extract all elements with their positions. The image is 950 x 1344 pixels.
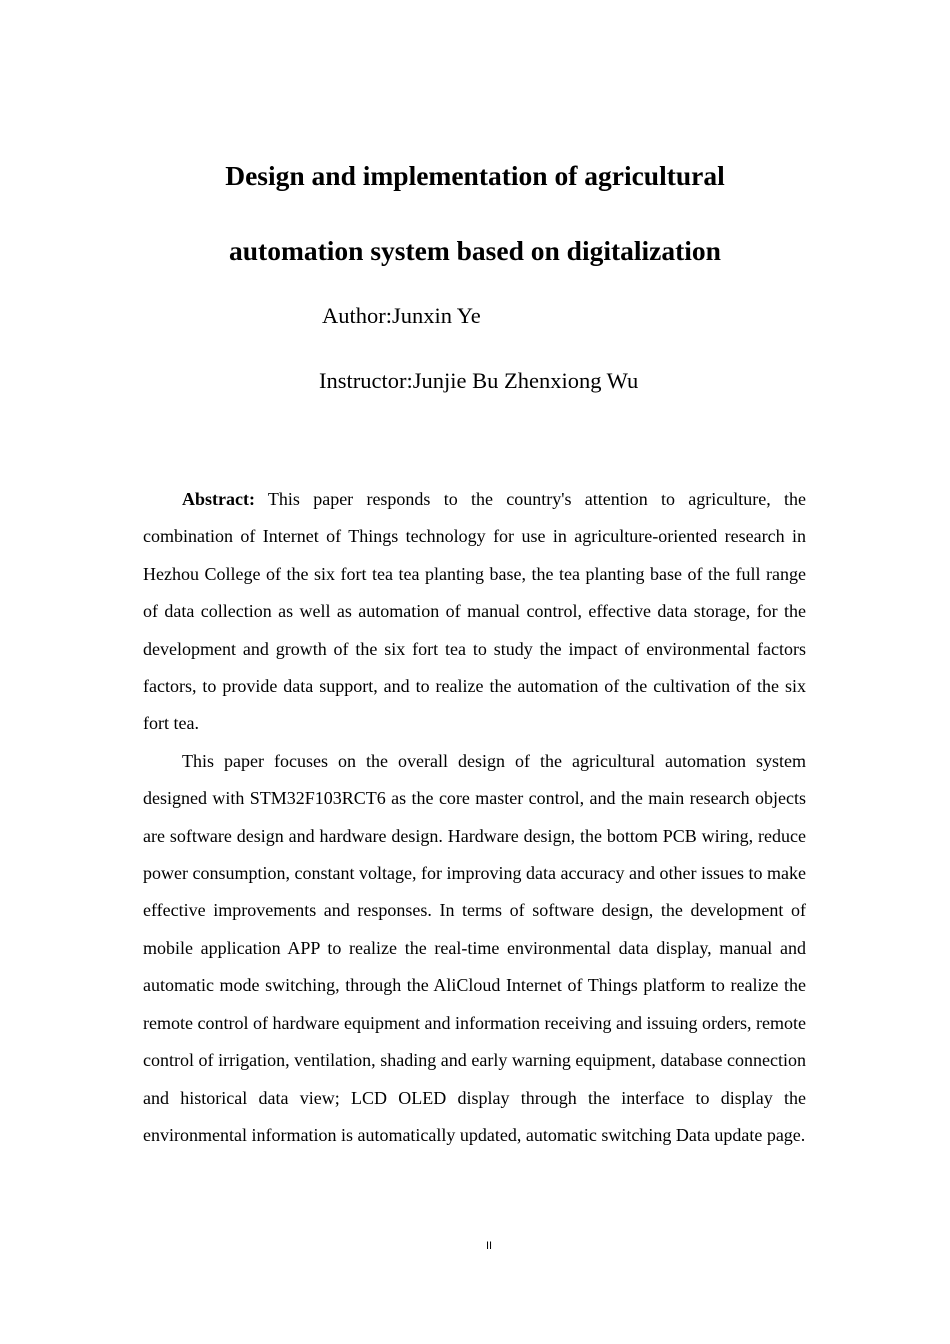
abstract-paragraph-1-text: This paper responds to the country's attention to agriculture, the combination of Internet of Things technology for use in agriculture-oriented research in Hezhou College of the six fort tea tea planting base, the tea planting base of the full range of data collection as well as automation of manual control, effective data storage, for the development and growth of the six fort tea to study the impact of environmental factors factors, to provide data support, and to realize the automation of the cultivation of the six fort tea. xyxy=(143,489,806,734)
abstract-paragraph-2: This paper focuses on the overall design of the agricultural automation system designed with STM32F103RCT6 as the core master control, and the main research objects are software design and hardware design. Hardware design, the bottom PCB wiring, reduce power consumption, constant voltage, for improving data accuracy and other issues to make effective improvements and responses. In terms of software design, the development of mobile application APP to realize the real-time environmental data display, manual and automatic mode switching, through the AliCloud Internet of Things platform to realize the remote control of hardware equipment and information receiving and issuing orders, remote control of irrigation, ventilation, shading and early warning equipment, database connection and historical data view; LCD OLED display through the interface to display the environmental information is automatically updated, automatic switching Data update page. xyxy=(143,750,806,1145)
title-line-1: Design and implementation of agricultural xyxy=(225,160,725,191)
page-number: II xyxy=(485,1240,493,1252)
instructor: Instructor:Junjie Bu Zhenxiong Wu xyxy=(319,368,639,393)
abstract-label: Abstract: xyxy=(182,489,255,509)
title-line-2: automation system based on digitalization xyxy=(229,235,721,266)
abstract xyxy=(143,481,806,1154)
author: Author:Junxin Ye xyxy=(322,303,481,328)
abstract-paragraph-1 xyxy=(143,481,806,743)
